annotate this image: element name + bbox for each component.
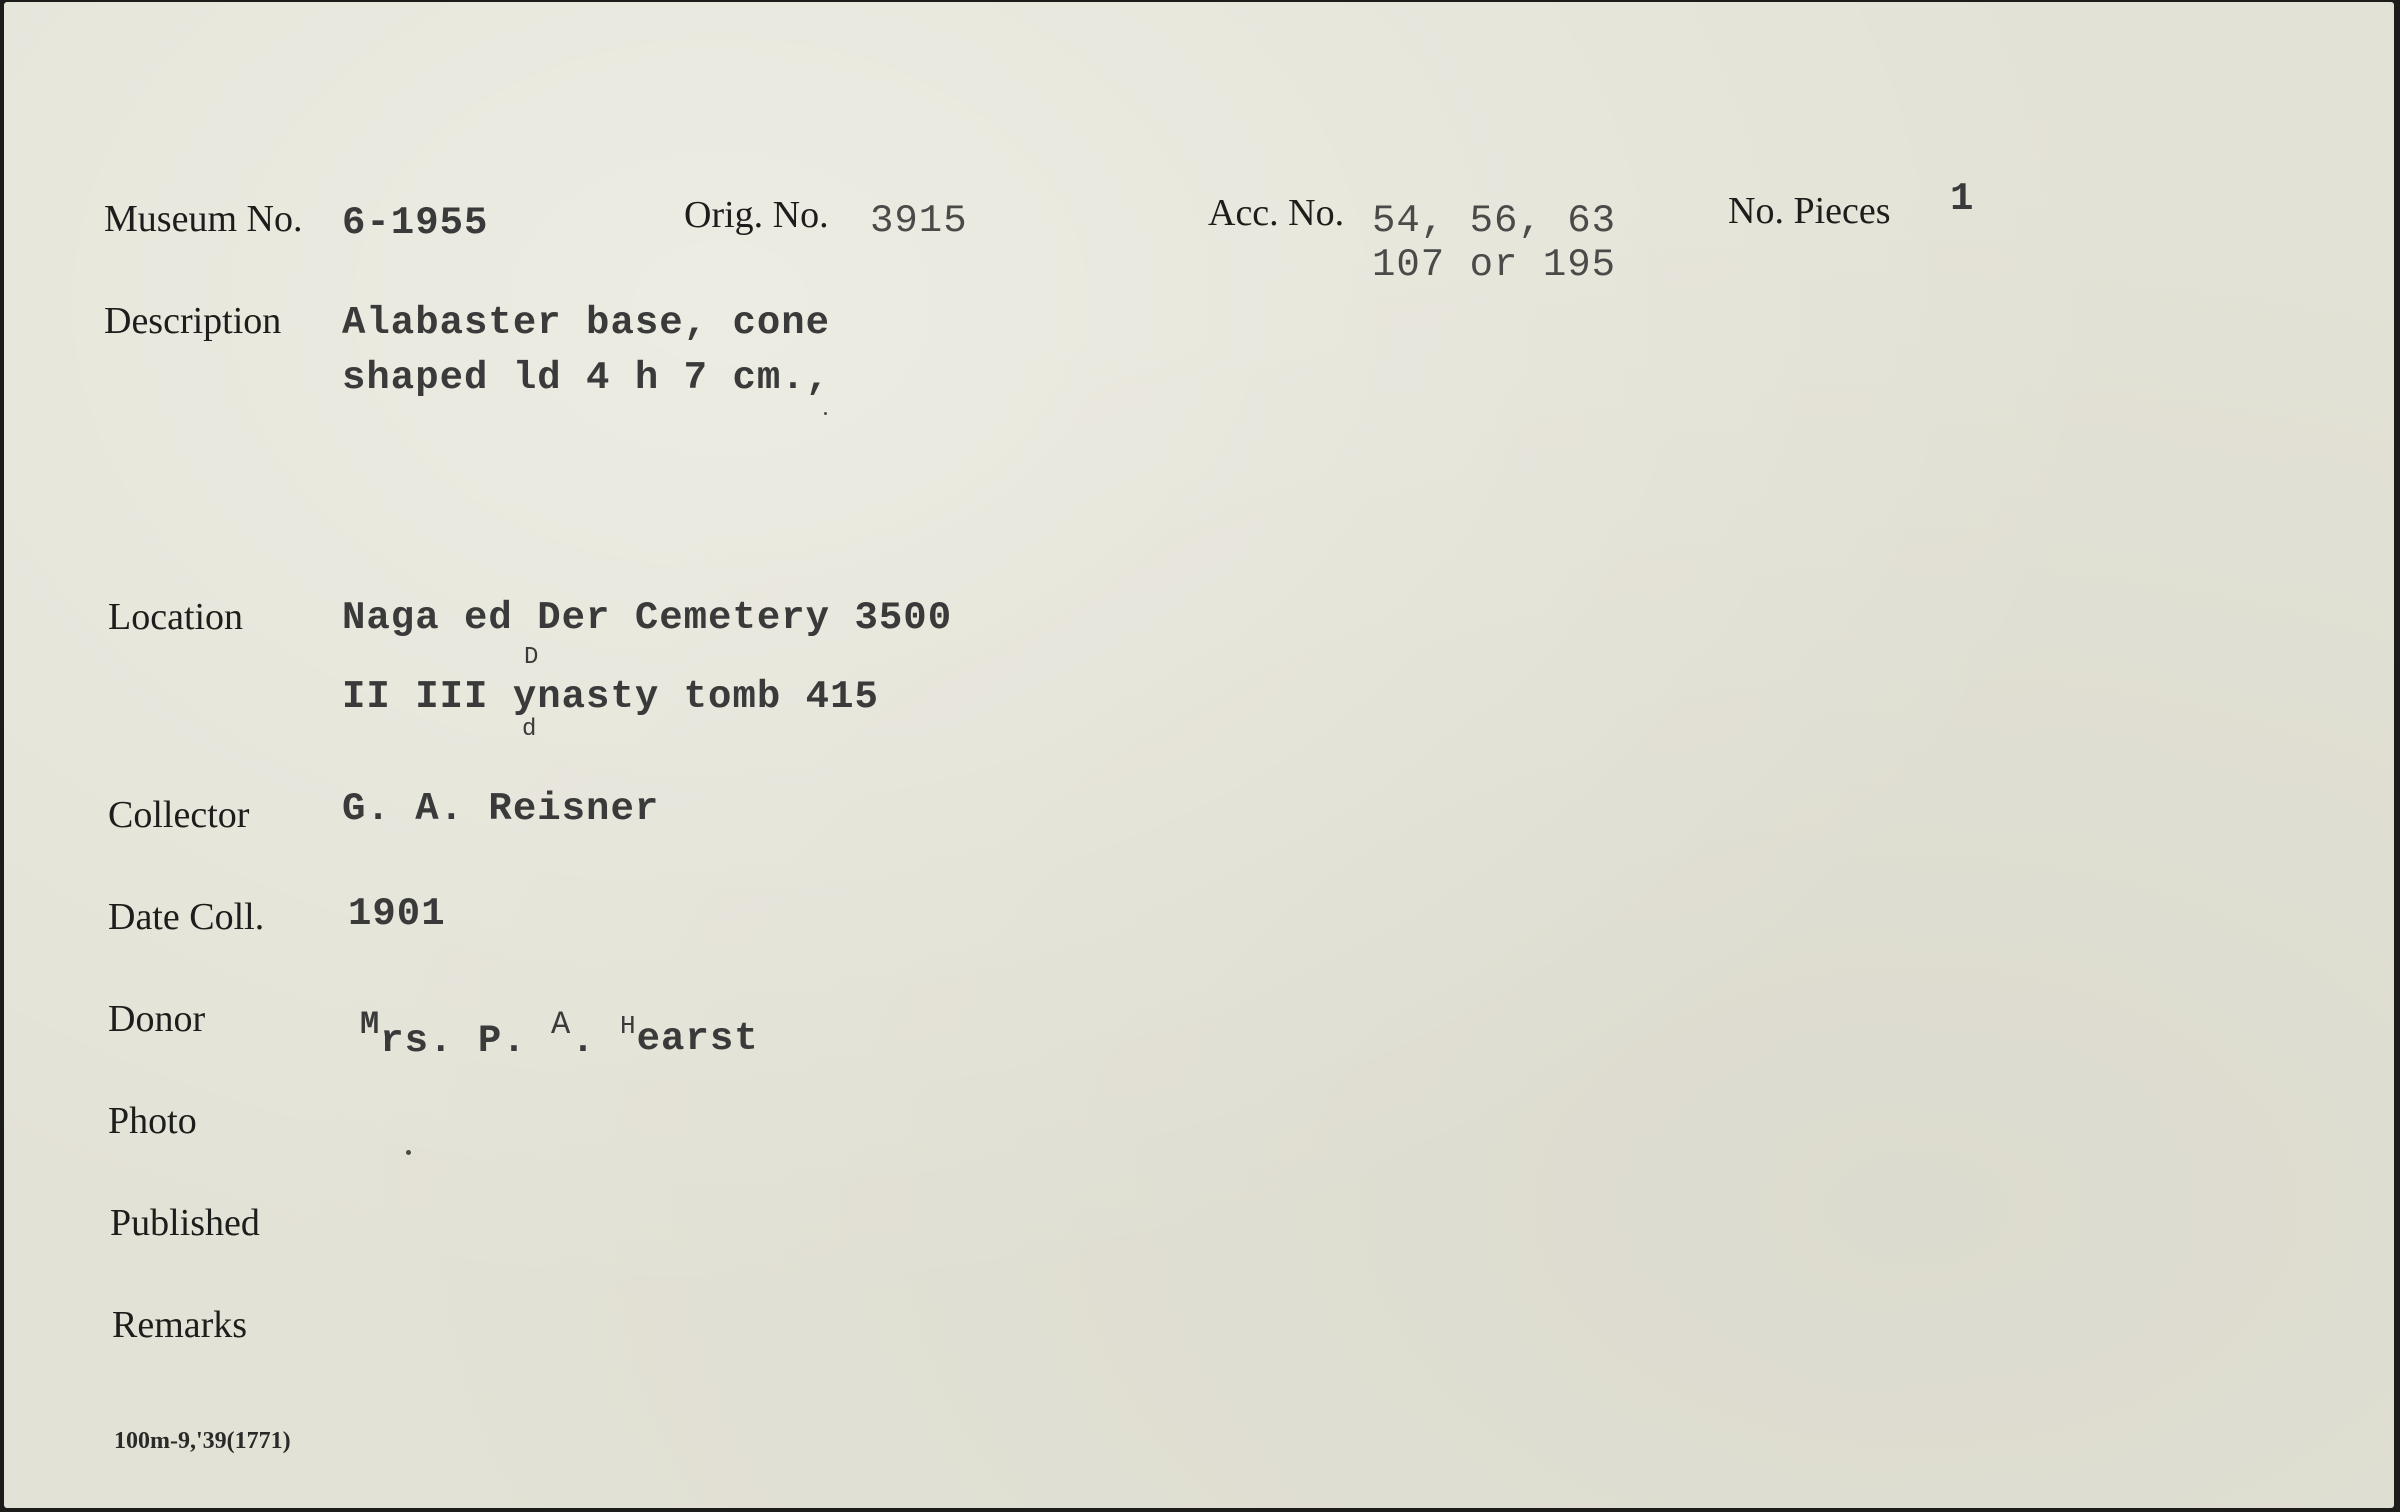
- ink-speck: [824, 412, 827, 415]
- collector-label: Collector: [108, 794, 250, 836]
- acc-no-line2: 107 or 195: [1372, 243, 1617, 287]
- donor-earst: earst: [636, 1017, 759, 1061]
- location-line2: II III ynasty tomb 415: [342, 675, 879, 719]
- photo-label: Photo: [108, 1100, 197, 1142]
- location-correction-above: D: [524, 644, 539, 671]
- acc-no-label: Acc. No.: [1208, 192, 1345, 234]
- date-coll-label: Date Coll.: [108, 896, 265, 938]
- museum-no-label: Museum No.: [104, 198, 303, 240]
- location-line1: Naga ed Der Cemetery 3500: [342, 596, 953, 640]
- collector-value: G. A. Reisner: [342, 787, 660, 831]
- orig-no-label: Orig. No.: [684, 194, 829, 236]
- no-pieces-label: No. Pieces: [1728, 190, 1891, 232]
- remarks-label: Remarks: [112, 1304, 248, 1346]
- acc-no-line1: 54, 56, 63: [1372, 199, 1617, 243]
- description-line1: Alabaster base, cone: [342, 301, 831, 345]
- location-label: Location: [108, 596, 244, 638]
- published-label: Published: [110, 1202, 260, 1244]
- location-correction-below: d: [522, 716, 537, 743]
- donor-label: Donor: [108, 998, 206, 1040]
- description-line2: shaped ld 4 h 7 cm.,: [342, 356, 831, 400]
- ink-speck: [406, 1150, 411, 1155]
- catalog-card: [4, 2, 2394, 1508]
- date-coll-value: 1901: [348, 892, 446, 936]
- museum-no-value: 6-1955: [342, 201, 489, 245]
- donor-dot: .: [571, 1019, 621, 1063]
- donor-h: H: [620, 1011, 637, 1041]
- donor-m: M: [360, 1006, 381, 1043]
- donor-rs-p: rs. P.: [380, 1019, 552, 1063]
- orig-no-value: 3915: [870, 199, 968, 243]
- form-code: 100m-9,'39(1771): [114, 1428, 291, 1454]
- description-label: Description: [104, 300, 282, 342]
- no-pieces-value: 1: [1950, 177, 1975, 221]
- donor-value: [344, 992, 759, 1067]
- donor-a: A: [551, 1006, 572, 1043]
